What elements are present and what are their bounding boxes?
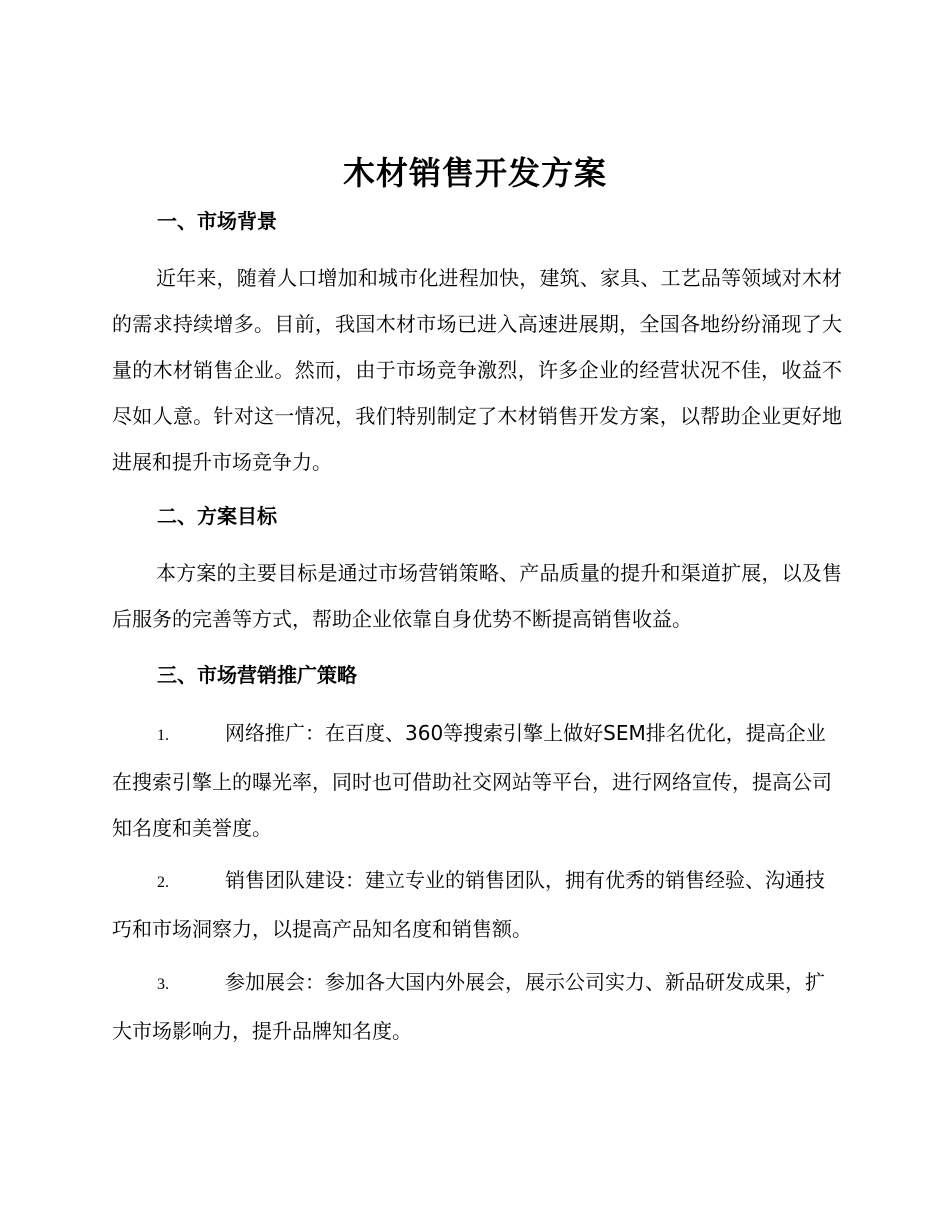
list-item-text: 销售团队建设：建立专业的销售团队，拥有优秀的销售经验、沟通技巧和市场洞察力，以提高产品知名度和销售额。 bbox=[112, 868, 825, 941]
list-item-number: 3. bbox=[157, 976, 169, 993]
list-item-text: 参加展会：参加各大国内外展会，展示公司实力、新品研发成果，扩大市场影响力，提升品牌知名度。 bbox=[112, 970, 825, 1043]
list-item-text: 网络推广：在百度、360等搜索引擎上做好SEM排名优化，提高企业在搜索引擎上的曝光率，同时也可借助社交网站等平台，进行网络宣传，提高公司知名度和美誉度。 bbox=[112, 721, 832, 840]
list-item-number: 2. bbox=[157, 874, 169, 891]
list-item-number: 1. bbox=[157, 727, 169, 744]
section-paragraph-market-background: 近年来，随着人口增加和城市化进程加快，建筑、家具、工艺品等领域对木材的需求持续增多。目前，我国木材市场已进入高速进展期，全国各地纷纷涌现了大量的木材销售企业。然而，由于市场竞争激烈，许多企业的经营状况不佳，收益不尽如人意。针对这一情况，我们特别制定了木材销售开发方案，以帮助企业更好地进展和提升市场竞争力。 bbox=[112, 266, 842, 474]
section-heading-marketing-strategy: 三、市场营销推广策略 bbox=[157, 663, 357, 687]
document-title: 木材销售开发方案 bbox=[342, 154, 607, 192]
list-item bbox=[112, 710, 842, 851]
section-paragraph-objectives: 本方案的主要目标是通过市场营销策略、产品质量的提升和渠道扩展，以及售后服务的完善等方式，帮助企业依靠自身优势不断提高销售收益。 bbox=[112, 561, 842, 631]
list-item bbox=[112, 857, 842, 952]
section-heading-objectives: 二、方案目标 bbox=[157, 504, 277, 528]
section-heading-market-background: 一、市场背景 bbox=[157, 209, 277, 233]
list-item bbox=[112, 959, 842, 1054]
